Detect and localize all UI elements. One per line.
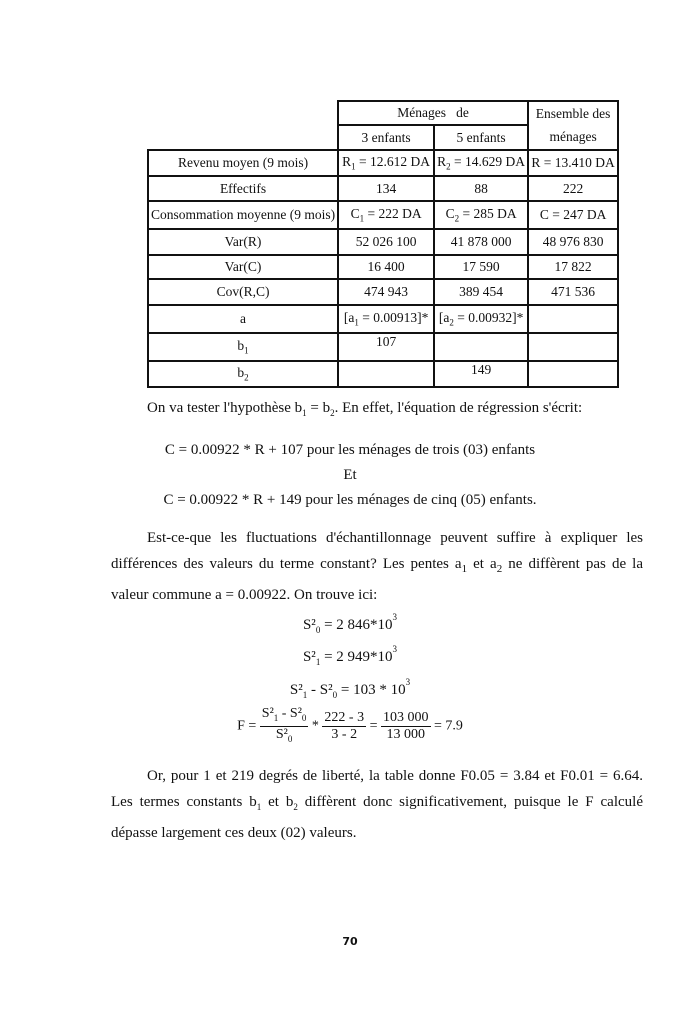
cell-5-enfants: 88 xyxy=(434,176,528,201)
fraction-s: $\frac{S^2_1 - S^2_0}{S^2_0}$ xyxy=(261,706,307,744)
cell-ensemble: R = 13.410 DA xyxy=(528,150,618,176)
formula-s-difference: $S^2_1 - S^2_0 = 103 * 10^3$ xyxy=(289,677,411,700)
paragraph-conclusion: Or, pour 1 et 219 degrés de liberté, la table donne F0.05 = 3.84 et F0.01 = 6.64. Les termes constants $b_1$ et $b_2$ diffèrent donc significativement, puisque le F calculé dépasse largement ces deux (02) valeurs. xyxy=(111,768,643,841)
formula-f-statistic: F = $\frac{S^2_1 - S^2_0}{S^2_0}$ * $\frac{222 - 3}{3 - 2}$ = $\frac{103 000}{13 000}$ = 7.9 xyxy=(0,706,700,747)
table-row-cov xyxy=(148,279,618,305)
cell-3-enfants: 134 xyxy=(338,176,434,201)
row-label: Var(C) xyxy=(148,255,338,279)
fraction-values: $\frac{103 000}{13 000}$ xyxy=(383,709,429,742)
header-group-menages: Ménages de xyxy=(338,101,528,125)
cell-3-enfants xyxy=(338,361,434,387)
cell-5-enfants: 149 xyxy=(434,361,528,387)
cell-ensemble xyxy=(528,305,618,333)
row-label: $b_2$ xyxy=(148,361,338,387)
cell-3-enfants: 16 400 xyxy=(338,255,434,279)
row-label: Cov(R,C) xyxy=(148,279,338,305)
row-label: $b_1$ xyxy=(148,333,338,361)
cell-ensemble xyxy=(528,361,618,387)
cell-5-enfants: 389 454 xyxy=(434,279,528,305)
cell-3-enfants: $[a_1 = 0.00913]*$ xyxy=(338,305,434,333)
table-row-effectifs xyxy=(148,176,618,201)
cell-3-enfants: 474 943 xyxy=(338,279,434,305)
cell-ensemble xyxy=(528,333,618,361)
hypothesis-sentence: On va tester l'hypothèse $b_1 = b_2$. En effet, l'équation de régression s'écrit: xyxy=(147,400,583,418)
header-3-enfants: 3 enfants xyxy=(338,125,434,150)
cell-5-enfants: 41 878 000 xyxy=(434,229,528,255)
cell-5-enfants: $C_2 = 285$ DA xyxy=(434,201,528,229)
cell-ensemble: 17 822 xyxy=(528,255,618,279)
cell-3-enfants: 107 xyxy=(338,333,434,361)
table-row-var-r xyxy=(148,229,618,255)
equation-5-enfants: C = 0.00922 * R + 149 pour les ménages de cinq (05) enfants. xyxy=(163,492,537,508)
statistics-table xyxy=(147,100,619,388)
cell-5-enfants: 17 590 xyxy=(434,255,528,279)
table-row-consommation xyxy=(148,201,618,229)
equation-connector-et: Et xyxy=(343,467,357,483)
cell-5-enfants xyxy=(434,333,528,361)
cell-ensemble: 222 xyxy=(528,176,618,201)
table-row-b2 xyxy=(148,361,618,387)
table-row-revenu xyxy=(148,150,618,176)
formula-s1: $S^2_1 = 2$ $949*10^3$ xyxy=(302,644,398,667)
row-label: Revenu moyen (9 mois) xyxy=(148,150,338,176)
header-5-enfants: 5 enfants xyxy=(434,125,528,150)
table-row-var-c xyxy=(148,255,618,279)
cell-3-enfants: $R_1 = 12.612$ DA xyxy=(338,150,434,176)
row-label: Effectifs xyxy=(148,176,338,201)
cell-5-enfants: $[a_2 = 0.00932]*$ xyxy=(434,305,528,333)
header-ensemble-line2: ménages xyxy=(528,125,618,150)
row-label: a xyxy=(148,305,338,333)
empty-corner-cell xyxy=(148,125,338,150)
paragraph-fluctuations: Est-ce-que les fluctuations d'échantillonnage peuvent suffire à expliquer les différences des valeurs du terme constant? Les pentes $a_1$ et $a_2$ ne diffèrent pas de la valeur commune a = 0.00922. On trouve ici: xyxy=(111,530,643,603)
page-number: 70 xyxy=(342,935,358,948)
formula-s0: $S^2_0 = 2$ $846*10^3$ xyxy=(302,612,398,635)
header-ensemble-line1: Ensemble des xyxy=(528,101,618,125)
cell-ensemble: C = 247 DA xyxy=(528,201,618,229)
row-label: Consommation moyenne (9 mois) xyxy=(148,201,338,229)
cell-5-enfants: $R_2 = 14.629$ DA xyxy=(434,150,528,176)
row-label: Var(R) xyxy=(148,229,338,255)
cell-ensemble: 471 536 xyxy=(528,279,618,305)
cell-ensemble: 48 976 830 xyxy=(528,229,618,255)
equation-3-enfants: C = 0.00922 * R + 107 pour les ménages de trois (03) enfants xyxy=(164,442,536,458)
cell-3-enfants: $C_1 = 222$ DA xyxy=(338,201,434,229)
table-row-a xyxy=(148,305,618,333)
table-row-b1 xyxy=(148,333,618,361)
fraction-df: $\frac{222 - 3}{3 - 2}$ xyxy=(324,709,365,742)
empty-corner-cell xyxy=(148,101,338,125)
cell-3-enfants: 52 026 100 xyxy=(338,229,434,255)
